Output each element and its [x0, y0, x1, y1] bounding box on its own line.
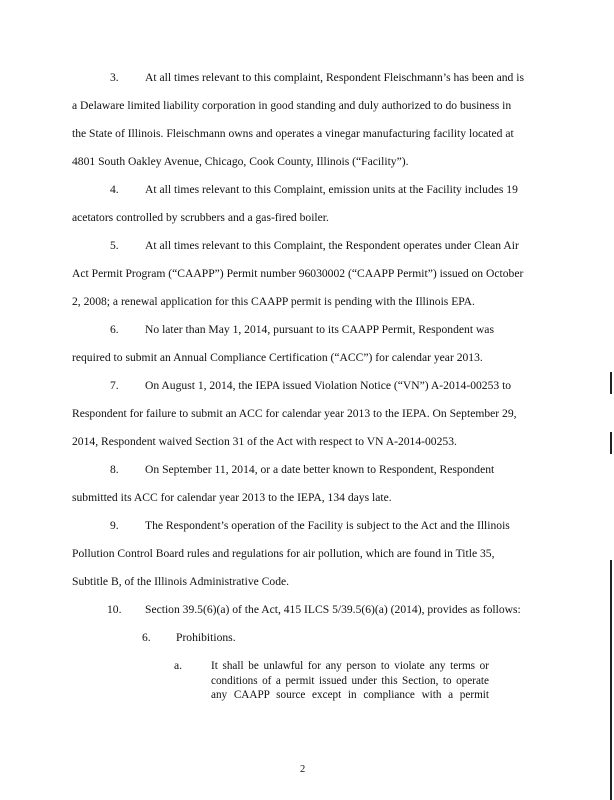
paragraph-10-line-1: Section 39.5(6)(a) of the Act, 415 ILCS 5/39.5(6)(a) (2014), provides as follows:	[145, 603, 521, 616]
paragraph-3-line-1: At all times relevant to this complaint, Respondent Fleischmann’s has been and is	[145, 71, 524, 84]
paragraph-number-9: 9.	[110, 519, 119, 532]
paragraph-7-line-1: On August 1, 2014, the IEPA issued Violation Notice (“VN”) A-2014-00253 to	[145, 379, 512, 392]
subsection-title: Prohibitions.	[176, 631, 236, 644]
paragraph-6-line-2: required to submit an Annual Compliance Certification (“ACC”) for calendar year 2013.	[72, 351, 483, 364]
item-quote-line-2: conditions of a permit issued under this Section, to operate	[211, 674, 489, 687]
paragraph-3-line-4: 4801 South Oakley Avenue, Chicago, Cook County, Illinois (“Facility”).	[72, 155, 409, 168]
paragraph-4-line-2: acetators controlled by scrubbers and a gas-fired boiler.	[72, 211, 329, 224]
paragraph-3-line-2: a Delaware limited liability corporation in good standing and duly authorized to do business in	[72, 99, 512, 112]
paragraph-number-6: 6.	[110, 323, 119, 336]
paragraph-number-8: 8.	[110, 463, 119, 476]
paragraph-8-line-1: On September 11, 2014, or a date better known to Respondent, Respondent	[145, 463, 495, 476]
paragraph-4-line-1: At all times relevant to this Complaint, emission units at the Facility includes 19	[145, 183, 518, 196]
paragraph-7-line-3: 2014, Respondent waived Section 31 of the Act with respect to VN A-2014-00253.	[72, 435, 457, 448]
scan-edge-mark	[610, 560, 612, 800]
paragraph-number-10: 10.	[107, 603, 122, 616]
paragraph-number-7: 7.	[110, 379, 119, 392]
paragraph-number-4: 4.	[110, 183, 119, 196]
paragraph-5-line-1: At all times relevant to this Complaint, the Respondent operates under Clean Air	[145, 239, 519, 252]
scan-edge-mark	[610, 432, 612, 454]
paragraph-9-line-1: The Respondent’s operation of the Facility is subject to the Act and the Illinois	[145, 519, 510, 532]
paragraph-number-3: 3.	[110, 71, 119, 84]
paragraph-5-line-2: Act Permit Program (“CAAPP”) Permit number 96030002 (“CAAPP Permit”) issued on October	[72, 267, 524, 280]
paragraph-8-line-2: submitted its ACC for calendar year 2013 to the IEPA, 134 days late.	[72, 491, 392, 504]
item-quote-line-1: It shall be unlawful for any person to violate any terms or	[211, 660, 489, 672]
paragraph-3-line-3: the State of Illinois. Fleischmann owns and operates a vinegar manufacturing facility located at	[72, 127, 514, 140]
item-quote	[211, 659, 489, 703]
item-quote-line-3: any CAAPP source except in compliance with a permit	[211, 689, 489, 702]
paragraph-7-line-2: Respondent for failure to submit an ACC for calendar year 2013 to the IEPA. On September 29,	[72, 407, 517, 420]
paragraph-5-line-3: 2, 2008; a renewal application for this CAAPP permit is pending with the Illinois EPA.	[72, 295, 475, 308]
paragraph-6-line-1: No later than May 1, 2014, pursuant to its CAAPP Permit, Respondent was	[145, 323, 494, 336]
paragraph-9-line-3: Subtitle B, of the Illinois Administrative Code.	[72, 575, 290, 588]
item-letter: a.	[174, 659, 183, 672]
paragraph-9-line-2: Pollution Control Board rules and regulations for air pollution, which are found in Title 35,	[72, 547, 495, 560]
subsection-number: 6.	[142, 631, 151, 644]
paragraph-number-5: 5.	[110, 239, 119, 252]
scan-edge-mark	[610, 372, 612, 394]
page-number: 2	[300, 764, 306, 775]
